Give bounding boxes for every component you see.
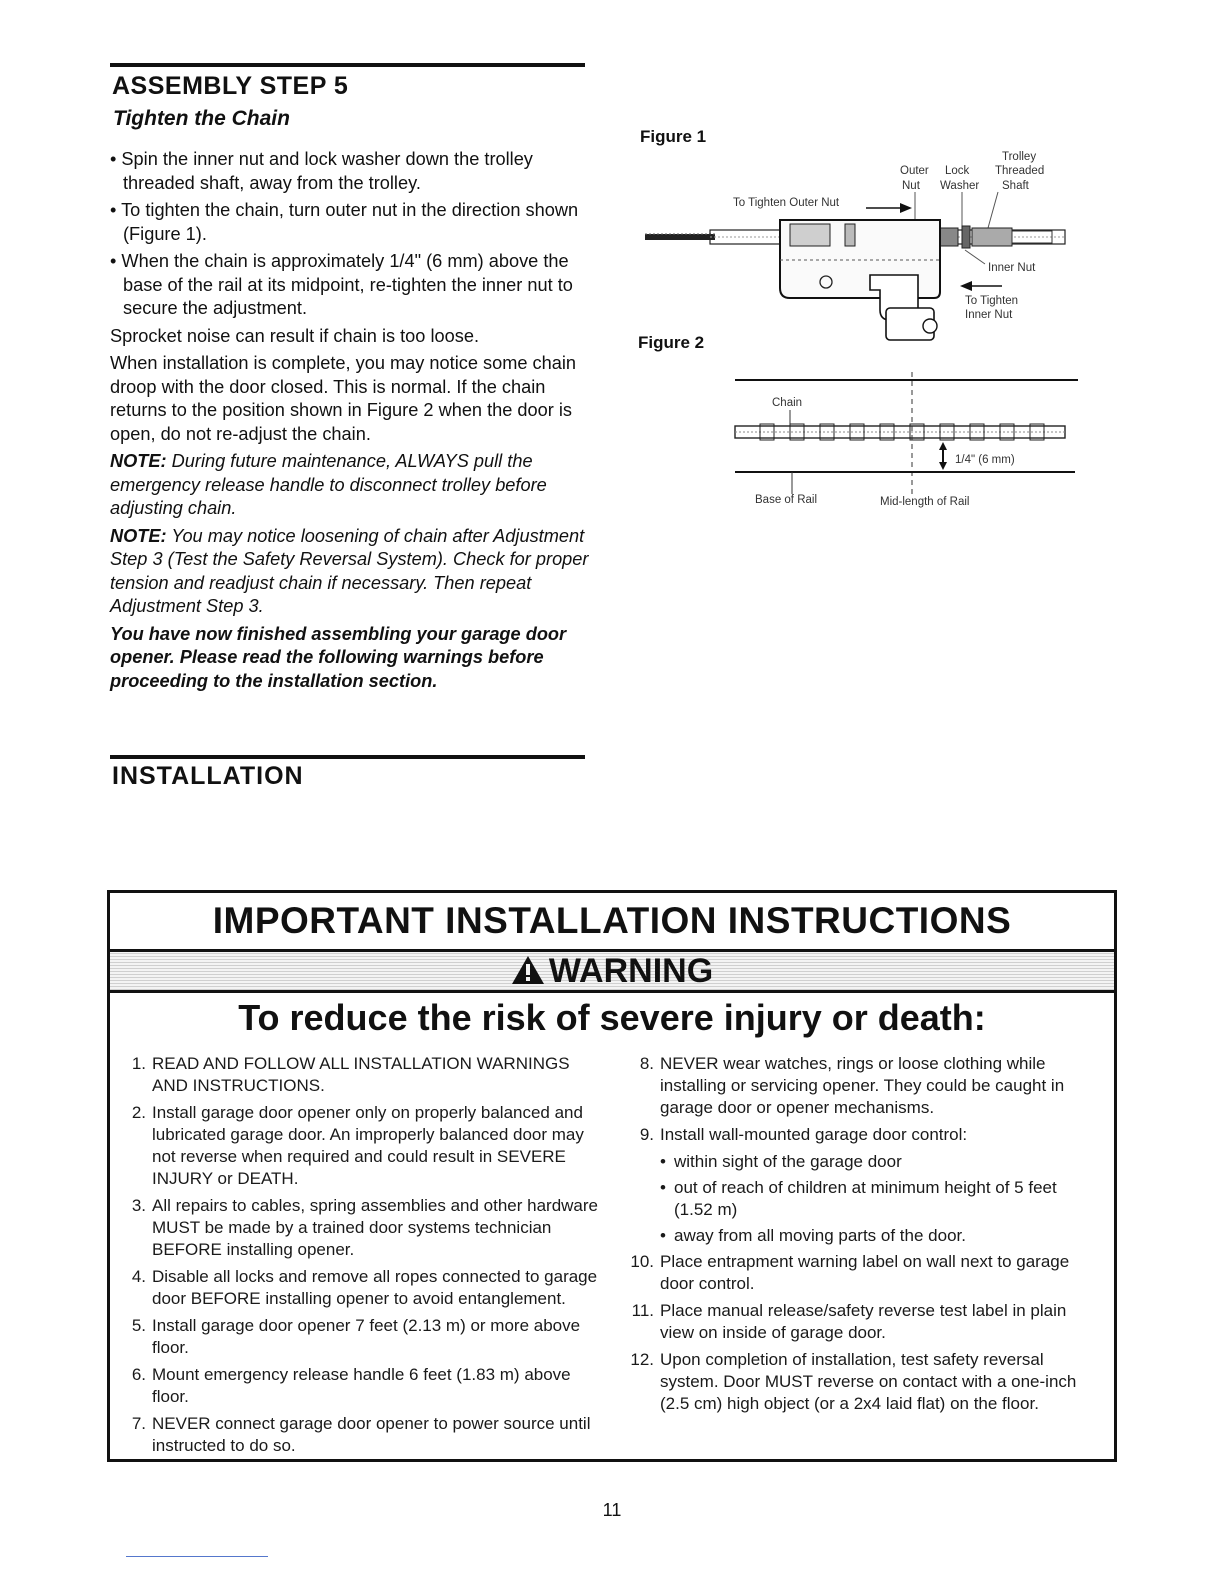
item-number: 12. xyxy=(630,1350,654,1369)
note-label: NOTE: xyxy=(110,525,167,546)
item-number: 5. xyxy=(131,1316,146,1335)
fig1-inner-nut-label: Inner Nut xyxy=(988,262,1036,274)
note-text: During future maintenance, ALWAYS pull the emergency release handle to disconnect trolley before adjusting chain. xyxy=(110,451,547,518)
list-item xyxy=(122,1102,602,1190)
item-text: Upon completion of installation, test safety reversal system. Door MUST reverse on contact with a one-inch (2.5 cm) high object (or a 2x4 laid flat) on the floor. xyxy=(660,1350,1077,1413)
finished-assembling-notice: You have now finished assembling your garage door opener. Please read the following warnings before proceeding to the installation section. xyxy=(110,623,567,691)
important-instructions-box xyxy=(107,890,1117,1462)
fig1-outer-label: Outer xyxy=(900,165,929,177)
warning-band xyxy=(110,952,1114,993)
figure-1-trolley-diagram xyxy=(640,140,1080,355)
instructions-left-column xyxy=(122,1053,602,1462)
sub-item-text: within sight of the garage door xyxy=(674,1152,902,1171)
fig1-washer-label: Washer xyxy=(940,180,980,192)
bullet-dot: • xyxy=(660,1226,666,1245)
item-number: 11. xyxy=(631,1301,654,1320)
fig2-gap-label: 1/4" (6 mm) xyxy=(955,454,1015,466)
installation-title: INSTALLATION xyxy=(112,762,304,790)
item-text: Place entrapment warning label on wall next to garage door control. xyxy=(660,1252,1070,1293)
item-number: 2. xyxy=(131,1103,146,1122)
important-instructions-heading: IMPORTANT INSTALLATION INSTRUCTIONS xyxy=(110,893,1114,952)
sub-item-text: out of reach of children at minimum height of 5 feet (1.52 m) xyxy=(674,1178,1057,1219)
fig1-lock-label: Lock xyxy=(945,165,970,177)
figure-2-chain-diagram xyxy=(730,368,1080,513)
item-number: 4. xyxy=(131,1267,146,1286)
item-number: 10. xyxy=(630,1252,654,1271)
item-text: All repairs to cables, spring assemblies and other hardware MUST be made by a trained door systems technician BEFORE installing opener. xyxy=(152,1196,599,1259)
item-text: NEVER wear watches, rings or loose clothing while installing or servicing opener. They could be caught in garage door or opener mechanisms. xyxy=(660,1054,1065,1117)
warning-text: WARNING xyxy=(548,952,714,990)
item-text: Mount emergency release handle 6 feet (1.83 m) above floor. xyxy=(152,1365,571,1406)
bullet-dot: • xyxy=(660,1152,666,1171)
note-label: NOTE: xyxy=(110,451,167,471)
assembly-top-rule xyxy=(110,63,585,67)
list-item xyxy=(122,1413,602,1457)
fig2-base-label: Base of Rail xyxy=(755,494,818,506)
item-text: NEVER connect garage door opener to power source until instructed to do so. xyxy=(152,1414,591,1455)
list-item xyxy=(630,1300,1100,1344)
sub-item-text: away from all moving parts of the door. xyxy=(674,1226,966,1245)
list-item xyxy=(122,1266,602,1310)
item-text: Install wall-mounted garage door control: xyxy=(660,1125,968,1144)
fig1-tighten-outer-label: To Tighten Outer Nut xyxy=(733,197,840,209)
list-item xyxy=(630,1053,1100,1119)
warning-banner xyxy=(511,952,713,990)
risk-statement: To reduce the risk of severe injury or death: xyxy=(238,997,986,1038)
fig2-mid-label: Mid-length of Rail xyxy=(880,496,970,508)
page-number: 11 xyxy=(602,1500,622,1520)
item-number: 3. xyxy=(131,1196,146,1215)
fig1-inner-nut2-label: Inner Nut xyxy=(965,309,1013,321)
list-item xyxy=(122,1364,602,1408)
bullet-2: • To tighten the chain, turn outer nut in the direction shown (Figure 1). xyxy=(110,200,579,244)
list-item xyxy=(122,1053,602,1097)
fig1-threaded-label: Threaded xyxy=(995,165,1045,177)
sprocket-noise-para: Sprocket noise can result if chain is too loose. xyxy=(110,325,479,346)
bullet-1: • Spin the inner nut and lock washer down the trolley threaded shaft, away from the trolley. xyxy=(110,149,533,193)
footer-divider xyxy=(126,1556,268,1557)
assembly-step-subtitle: Tighten the Chain xyxy=(113,107,290,130)
sub-item xyxy=(630,1151,1100,1173)
instructions-right-column xyxy=(630,1053,1100,1420)
fig1-to-tighten-label: To Tighten xyxy=(965,295,1019,307)
item-text: Disable all locks and remove all ropes connected to garage door BEFORE installing opener to avoid entanglement. xyxy=(152,1267,598,1308)
item-number: 9. xyxy=(639,1125,654,1144)
fig1-nut-label: Nut xyxy=(902,180,920,192)
figure-2-label: Figure 2 xyxy=(638,333,705,352)
assembly-body xyxy=(110,148,590,697)
list-item xyxy=(122,1315,602,1359)
list-item xyxy=(630,1349,1100,1415)
fig2-chain-label: Chain xyxy=(772,397,803,409)
chain-droop-para: When installation is complete, you may notice some chain droop with the door closed. This is normal. If the chain returns to the position shown in Figure 2 when the door is open, do not re-adjust the chain. xyxy=(110,353,577,444)
note-loosening xyxy=(110,525,590,619)
installation-top-rule xyxy=(110,755,585,759)
fig1-trolley-label: Trolley xyxy=(1002,151,1037,163)
item-text: Install garage door opener 7 feet (2.13 m) or more above floor. xyxy=(152,1316,581,1357)
item-text: READ AND FOLLOW ALL INSTALLATION WARNINGS AND INSTRUCTIONS. xyxy=(152,1054,570,1095)
warning-triangle-icon xyxy=(511,955,545,985)
sub-item xyxy=(630,1225,1100,1247)
item-text: Place manual release/safety reverse test label in plain view on inside of garage door. xyxy=(660,1301,1067,1342)
list-item xyxy=(630,1251,1100,1295)
bullet-dot: • xyxy=(660,1178,666,1197)
item-number: 7. xyxy=(131,1414,146,1433)
sub-item xyxy=(630,1177,1100,1221)
item-number: 6. xyxy=(131,1365,146,1384)
note-text: You may notice loosening of chain after Adjustment Step 3 (Test the Safety Reversal System). Check for proper tension and readjust chain if necessary. Then repeat Adjustment Step 3. xyxy=(110,525,589,616)
list-item xyxy=(630,1124,1100,1146)
fig1-shaft-label: Shaft xyxy=(1002,180,1029,192)
figure-1-label: Figure 1 xyxy=(640,127,707,146)
item-text: Install garage door opener only on properly balanced and lubricated garage door. An improperly balanced door may not reverse when required and could result in SEVERE INJURY or DEATH. xyxy=(152,1103,584,1188)
item-number: 1. xyxy=(131,1054,146,1073)
item-number: 8. xyxy=(639,1054,654,1073)
assembly-step-title: ASSEMBLY STEP 5 xyxy=(112,72,349,100)
list-item xyxy=(122,1195,602,1261)
bullet-3: • When the chain is approximately 1/4" (6 mm) above the base of the rail at its midpoint, re-tighten the inner nut to secure the adjustment. xyxy=(110,251,573,318)
note-maintenance xyxy=(110,450,590,521)
